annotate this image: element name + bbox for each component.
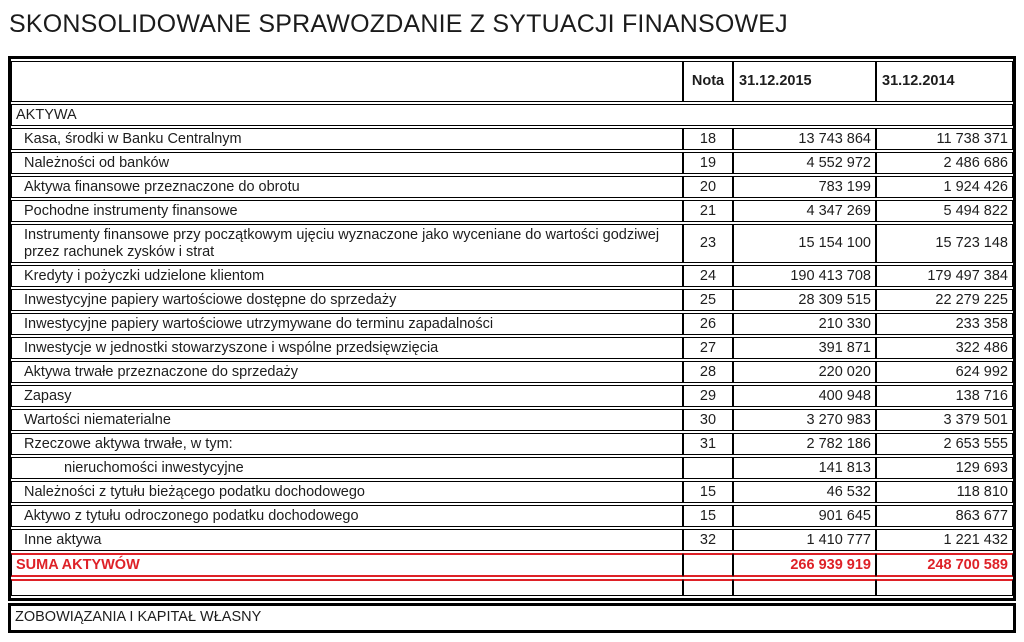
spacer-cell (876, 579, 1013, 596)
section-label: AKTYWA (11, 104, 1013, 126)
table-row (11, 385, 1013, 407)
total-row (11, 553, 1013, 577)
spacer-cell (683, 579, 733, 596)
row-value-2015: 46 532 (733, 481, 876, 503)
row-label: Zapasy (11, 385, 683, 407)
table-row (11, 176, 1013, 198)
row-value-2015: 1 410 777 (733, 529, 876, 551)
spacer-cell (11, 579, 683, 596)
row-value-2015: 2 782 186 (733, 433, 876, 455)
row-value-2015: 210 330 (733, 313, 876, 335)
row-value-2015: 220 020 (733, 361, 876, 383)
row-value-2015: 141 813 (733, 457, 876, 479)
row-value-2014: 129 693 (876, 457, 1013, 479)
column-header-2015: 31.12.2015 (733, 61, 876, 102)
column-header-2014: 31.12.2014 (876, 61, 1013, 102)
row-label: Należności od banków (11, 152, 683, 174)
row-nota (683, 457, 733, 479)
row-label: Inwestycyjne papiery wartościowe dostępne do sprzedaży (11, 289, 683, 311)
section-row (11, 104, 1013, 126)
row-value-2014: 15 723 148 (876, 224, 1013, 263)
row-value-2014: 1 221 432 (876, 529, 1013, 551)
row-value-2014: 2 486 686 (876, 152, 1013, 174)
row-nota: 15 (683, 481, 733, 503)
row-nota: 26 (683, 313, 733, 335)
row-nota: 23 (683, 224, 733, 263)
row-label: Inwestycyjne papiery wartościowe utrzymywane do terminu zapadalności (11, 313, 683, 335)
row-nota: 29 (683, 385, 733, 407)
row-value-2015: 13 743 864 (733, 128, 876, 150)
row-value-2014: 1 924 426 (876, 176, 1013, 198)
row-label: Rzeczowe aktywa trwałe, w tym: (11, 433, 683, 455)
table-row (11, 529, 1013, 551)
row-nota: 15 (683, 505, 733, 527)
table-row (11, 313, 1013, 335)
row-value-2014: 863 677 (876, 505, 1013, 527)
row-label: SUMA AKTYWÓW (11, 553, 683, 577)
row-value-2014: 233 358 (876, 313, 1013, 335)
row-nota: 25 (683, 289, 733, 311)
row-value-2014: 3 379 501 (876, 409, 1013, 431)
row-label: Pochodne instrumenty finansowe (11, 200, 683, 222)
row-label: Inwestycje w jednostki stowarzyszone i wspólne przedsięwzięcia (11, 337, 683, 359)
spacer-row (11, 579, 1013, 596)
row-value-2014: 248 700 589 (876, 553, 1013, 577)
row-value-2015: 15 154 100 (733, 224, 876, 263)
table-row (11, 409, 1013, 431)
row-value-2015: 4 552 972 (733, 152, 876, 174)
row-nota: 21 (683, 200, 733, 222)
row-nota: 24 (683, 265, 733, 287)
table-row (11, 224, 1013, 263)
row-value-2015: 901 645 (733, 505, 876, 527)
table-row (11, 457, 1013, 479)
row-value-2015: 190 413 708 (733, 265, 876, 287)
header-row (11, 61, 1013, 102)
row-nota: 27 (683, 337, 733, 359)
table-row (11, 152, 1013, 174)
row-nota: 32 (683, 529, 733, 551)
row-value-2014: 179 497 384 (876, 265, 1013, 287)
row-nota: 18 (683, 128, 733, 150)
row-value-2014: 22 279 225 (876, 289, 1013, 311)
table-row (11, 128, 1013, 150)
row-nota: 20 (683, 176, 733, 198)
row-value-2014: 2 653 555 (876, 433, 1013, 455)
row-label: Należności z tytułu bieżącego podatku dochodowego (11, 481, 683, 503)
row-value-2014: 5 494 822 (876, 200, 1013, 222)
row-value-2014: 322 486 (876, 337, 1013, 359)
row-value-2014: 118 810 (876, 481, 1013, 503)
row-label: Aktywa trwałe przeznaczone do sprzedaży (11, 361, 683, 383)
row-label: Aktywo z tytułu odroczonego podatku dochodowego (11, 505, 683, 527)
row-value-2014: 624 992 (876, 361, 1013, 383)
section-liabilities: ZOBOWIĄZANIA I KAPITAŁ WŁASNY (8, 603, 1016, 633)
row-label: Instrumenty finansowe przy początkowym ujęciu wyznaczone jako wyceniane do wartości godziwej przez rachunek zysków i strat (11, 224, 683, 263)
table-body (11, 104, 1013, 596)
column-header-nota: Nota (683, 61, 733, 102)
table-row (11, 433, 1013, 455)
row-value-2015: 391 871 (733, 337, 876, 359)
row-value-2015: 400 948 (733, 385, 876, 407)
table-row (11, 505, 1013, 527)
table-row (11, 481, 1013, 503)
row-value-2014: 138 716 (876, 385, 1013, 407)
table-row (11, 200, 1013, 222)
row-value-2015: 266 939 919 (733, 553, 876, 577)
row-value-2015: 3 270 983 (733, 409, 876, 431)
row-value-2015: 4 347 269 (733, 200, 876, 222)
table-row (11, 265, 1013, 287)
page-title: SKONSOLIDOWANE SPRAWOZDANIE Z SYTUACJI FINANSOWEJ (9, 10, 788, 38)
table-row (11, 361, 1013, 383)
spacer-cell (733, 579, 876, 596)
row-label: nieruchomości inwestycyjne (11, 457, 683, 479)
row-value-2014: 11 738 371 (876, 128, 1013, 150)
row-label: Kasa, środki w Banku Centralnym (11, 128, 683, 150)
column-header-label (11, 61, 683, 102)
row-value-2015: 28 309 515 (733, 289, 876, 311)
row-nota: 30 (683, 409, 733, 431)
row-nota: 19 (683, 152, 733, 174)
row-nota: 31 (683, 433, 733, 455)
row-nota: 28 (683, 361, 733, 383)
table-row (11, 289, 1013, 311)
row-label: Wartości niematerialne (11, 409, 683, 431)
row-nota (683, 553, 733, 577)
row-label: Inne aktywa (11, 529, 683, 551)
row-label: Kredyty i pożyczki udzielone klientom (11, 265, 683, 287)
table-row (11, 337, 1013, 359)
financial-position-table (8, 56, 1016, 601)
table-header (11, 61, 1013, 102)
row-value-2015: 783 199 (733, 176, 876, 198)
row-label: Aktywa finansowe przeznaczone do obrotu (11, 176, 683, 198)
